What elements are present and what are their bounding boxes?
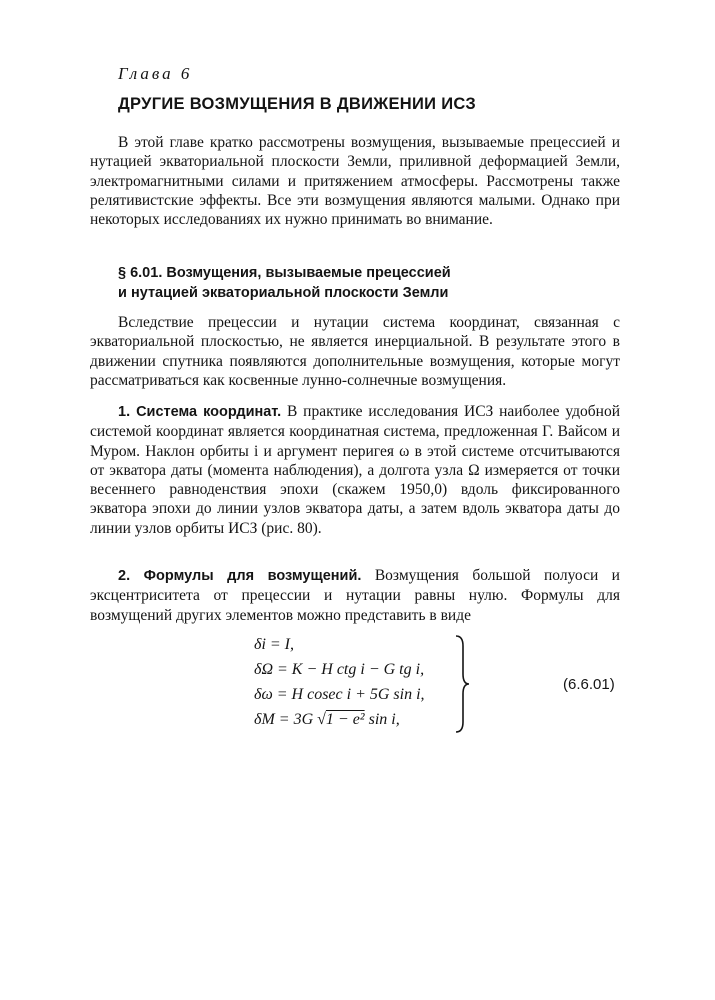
formula-delta-omega-perigee: δω = H cosec i + 5G sin i, — [254, 686, 425, 703]
intro-paragraph: В этой главе кратко рассмотрены возмущения, вызываемые прецессией и нутацией экваториальной плоскости Земли, приливной деформацией Земли, электромагнитными силами и притяжением атмосферы. Рассмотрены также релятивистские эффекты. Все эти возмущения являются малыми. Однако при некоторых исследованиях их нужно принимать во внимание. — [90, 134, 620, 229]
section-paragraph-1: Вследствие прецессии и нутации система координат, связанная с экваториальной плоскостью, не является инерциальной. В результате этого в движении спутника появляются дополнительные возмущения, которые могут рассматриваться как косвенные лунно-солнечные возмущения. — [90, 314, 620, 389]
section-paragraph-2 — [90, 402, 620, 538]
chapter-label: Глава 6 — [118, 64, 193, 83]
formula-radicand: 1 − e² — [325, 711, 365, 728]
section-title — [118, 263, 598, 303]
section-paragraph-3 — [90, 566, 620, 625]
subsection-heading-formulas: 2. Формулы для возмущений. — [118, 568, 362, 584]
equation-number: (6.6.01) — [563, 676, 615, 693]
formula-delta-i: δi = I, — [254, 636, 295, 653]
section-title-line1: § 6.01. Возмущения, вызываемые прецессией — [118, 265, 451, 281]
formula-delta-m-suffix: sin i, — [364, 711, 400, 728]
formula-delta-omega-node: δΩ = K − H ctg i − G tg i, — [254, 661, 425, 678]
paragraph-3-body: Возмущения большой полуоси и эксцентриситета от прецессии и нутации равны нулю. Формулы для возмущений других элементов можно представить в виде — [90, 567, 620, 624]
chapter-title: ДРУГИЕ ВОЗМУЩЕНИЯ В ДВИЖЕНИИ ИСЗ — [118, 95, 476, 113]
formula-delta-m — [254, 711, 400, 729]
paragraph-2-body: В практике исследования ИСЗ наиболее удобной системой координат является координатная система, предложенная Г. Вайсом и Муром. Наклон орбиты i и аргумент перигея ω в этой системе отсчитываются от экватора даты (момента наблюдения), а долгота узла Ω измеряется от точки весеннего равноденствия эпохи (скажем 1950,0) вдоль фиксированного экватора эпохи до линии узлов экватора даты, а затем вдоль экватора даты до линии узлов орбиты ИСЗ (рис. 80). — [90, 403, 620, 537]
right-brace — [452, 634, 472, 734]
subsection-heading-coordinates: 1. Система координат. — [118, 404, 282, 420]
formula-delta-m-prefix: δM = 3G √ — [254, 711, 326, 728]
section-title-line2: и нутацией экваториальной плоскости Земли — [118, 285, 449, 301]
